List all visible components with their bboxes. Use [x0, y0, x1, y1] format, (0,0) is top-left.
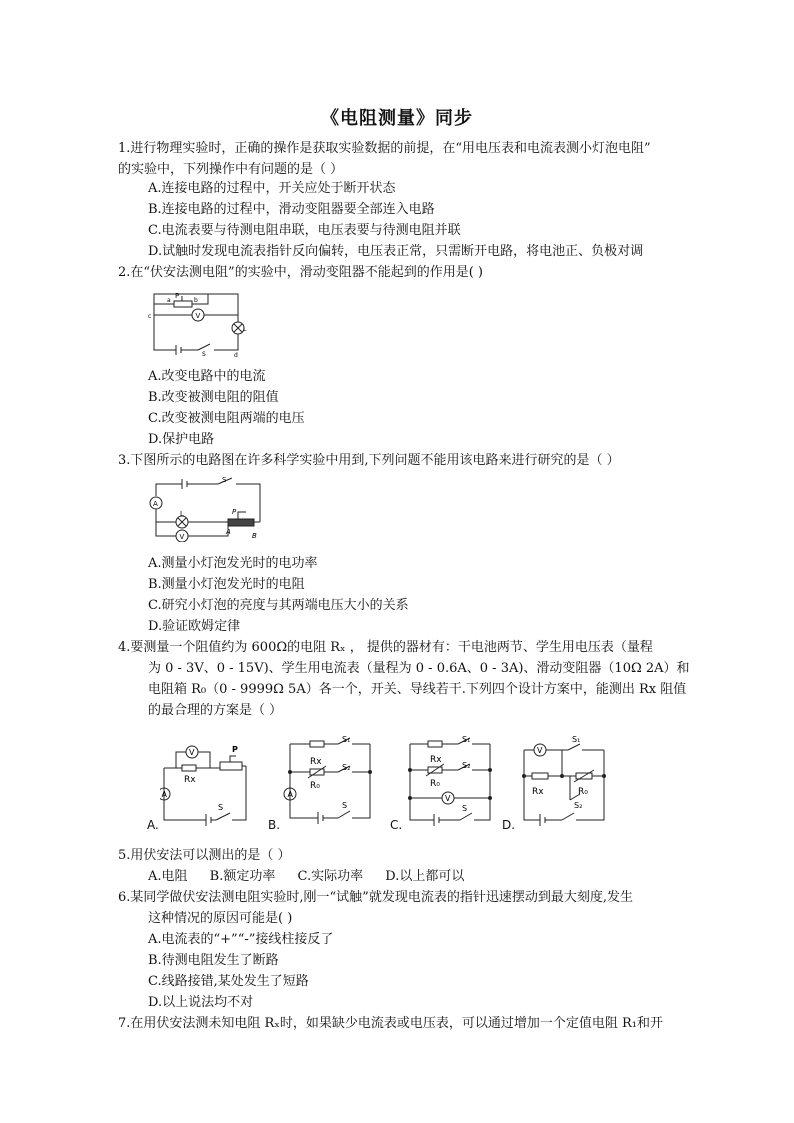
question-4-line-4: 的最合理的方案是（ ） [148, 703, 283, 718]
question-5-options [148, 866, 482, 887]
fig4a-label-s: S [218, 803, 224, 812]
fig3-label-v: V [179, 533, 185, 541]
fig2-label-d: d [234, 352, 238, 358]
fig4b-label-s1: S₁ [342, 736, 351, 744]
question-2-option-a: A.改变电路中的电流 [148, 369, 266, 384]
fig4c-label-s: S [462, 804, 468, 813]
question-2-stem: 2.在“伏安法测电阻”的实验中，滑动变阻器不能起到的作用是( ) [118, 265, 483, 280]
fig2-label-l: L [243, 326, 247, 333]
question-6-option-a: A.电流表的“+”“-”接线柱接反了 [148, 932, 334, 947]
question-3-option-b: B.测量小灯泡发光时的电阻 [148, 577, 305, 592]
question-1-stem [118, 138, 698, 180]
fig3-label-p: P [232, 508, 237, 516]
question-2-option-d: D.保护电路 [148, 432, 215, 447]
fig4c-label-rx: Rx [430, 755, 442, 765]
fig3-label-s: S [222, 476, 227, 484]
fig4b-label-a: A [287, 790, 293, 799]
fig2-label-p: P [175, 292, 180, 300]
question-3-option-c: C.研究小灯泡的亮度与其两端电压大小的关系 [148, 598, 409, 613]
question-1-option-a: A.连接电路的过程中，开关应处于断开状态 [148, 181, 396, 196]
question-2-option-c: C.改变被测电阻两端的电压 [148, 411, 305, 426]
fig4d-label-v: V [537, 746, 543, 755]
fig4a-label-p: P [232, 745, 238, 754]
fig4d-label-s2: S₂ [574, 801, 583, 810]
fig4a-label-a: A [161, 790, 167, 799]
question-2-circuit-figure [148, 288, 248, 358]
question-1-option-d: D.试触时发现电流表指针反向偏转，电压表正常，只需断开电路，将电池正、负极对调 [148, 244, 644, 259]
question-5-option-d: D.以上都可以 [385, 869, 465, 884]
fig4a-label-v: V [189, 748, 195, 757]
question-4-line-2: 为 0 - 3V、0 - 15V)、学生用电流表（量程为 0 - 0.6A、0 - 3A)、滑动变阻器（10Ω 2A）和 [148, 661, 690, 676]
fig4b-label-r0: R₀ [310, 781, 320, 791]
fig4b-label-s: S [342, 801, 348, 810]
question-4-option-b: B. [268, 818, 281, 832]
fig2-label-b: b [194, 297, 198, 304]
question-5-option-a: A.电阻 [148, 869, 188, 884]
question-1-option-b: B.连接电路的过程中，滑动变阻器要全部连入电路 [148, 202, 435, 217]
question-4-circuit-a [160, 738, 250, 828]
fig4b-label-s2: S₂ [342, 763, 351, 772]
question-4-stem [118, 637, 698, 721]
question-3-stem: 3.下图所示的电路图在许多科学实验中用到,下列问题不能用该电路来进行研究的是（ ） [118, 453, 620, 468]
fig2-label-v: V [195, 312, 201, 320]
fig4b-label-rx: Rx [310, 757, 322, 767]
fig4a-label-rx: Rx [184, 775, 196, 785]
question-4-option-c: C. [390, 818, 403, 832]
question-4-option-d: D. [502, 818, 516, 832]
question-5-option-c: C.实际功率 [297, 869, 364, 884]
question-1-line-2: 的实验中，下列操作中有问题的是（ ） [118, 162, 344, 177]
fig3-label-a-meter: A [153, 500, 158, 508]
fig4d-label-r0: R₀ [578, 787, 588, 797]
question-6-option-d: D.以上说法均不对 [148, 995, 254, 1010]
question-5-option-b: B.额定功率 [209, 869, 276, 884]
question-4-circuit-d [518, 736, 610, 828]
fig2-label-s: S [202, 351, 206, 358]
fig4c-label-r0: R₀ [430, 779, 440, 789]
question-1-line-1: 1.进行物理实验时，正确的操作是获取实验数据的前提，在“用电压表和电流表测小灯泡电阻” [118, 141, 651, 156]
question-1-option-c: C.电流表要与待测电阻串联，电压表要与待测电阻并联 [148, 223, 461, 238]
question-4-line-3: 电阻箱 R₀（0 - 9999Ω 5A）各一个，开关、导线若干.下列四个设计方案中，能测出 Rx 阻值 [148, 682, 687, 697]
question-4-line-1: 4.要测量一个阻值约为 600Ω的电阻 Rₓ ， 提供的器材有：干电池两节、学生用电压表（量程 [118, 640, 653, 655]
page-title: 《电阻测量》同步 [321, 108, 473, 129]
fig2-label-c: c [148, 313, 152, 320]
fig4d-label-s1: S₁ [572, 736, 581, 744]
fig3-label-pb: B [252, 532, 257, 540]
question-3-option-a: A.测量小灯泡发光时的电功率 [148, 556, 318, 571]
fig3-label-pa: A [226, 528, 231, 536]
fig4d-label-rx: Rx [532, 787, 544, 797]
question-2-option-b: B.改变被测电阻的阻值 [148, 390, 279, 405]
fig4c-label-s1: S₁ [462, 736, 471, 744]
question-4-circuit-c [404, 736, 496, 828]
question-6-option-c: C.线路接错,某处发生了短路 [148, 974, 309, 989]
fig4c-label-s2: S₂ [462, 761, 471, 770]
question-4-circuit-b [282, 736, 374, 828]
question-5-stem: 5.用伏安法可以测出的是（ ） [118, 848, 291, 863]
fig2-label-a: a [167, 297, 171, 304]
fig4c-label-v: V [445, 794, 451, 803]
question-4-option-a: A. [147, 818, 159, 832]
question-3-option-d: D.验证欧姆定律 [148, 619, 241, 634]
question-6-line-2: 这种情况的原因可能是( ) [148, 911, 293, 926]
question-6-stem [118, 887, 698, 929]
question-3-circuit-figure [148, 476, 268, 542]
question-6-option-b: B.待测电阻发生了断路 [148, 953, 279, 968]
question-6-line-1: 6.某同学做伏安法测电阻实验时,刚一“试触”就发现电流表的指针迅速摆动到最大刻度,发生 [118, 890, 633, 905]
fig3-label-l: L [180, 510, 184, 518]
question-7-stem: 7.在用伏安法测未知电阻 Rₓ时，如果缺少电流表或电压表，可以通过增加一个定值电阻 R₁和开 [118, 1016, 663, 1031]
